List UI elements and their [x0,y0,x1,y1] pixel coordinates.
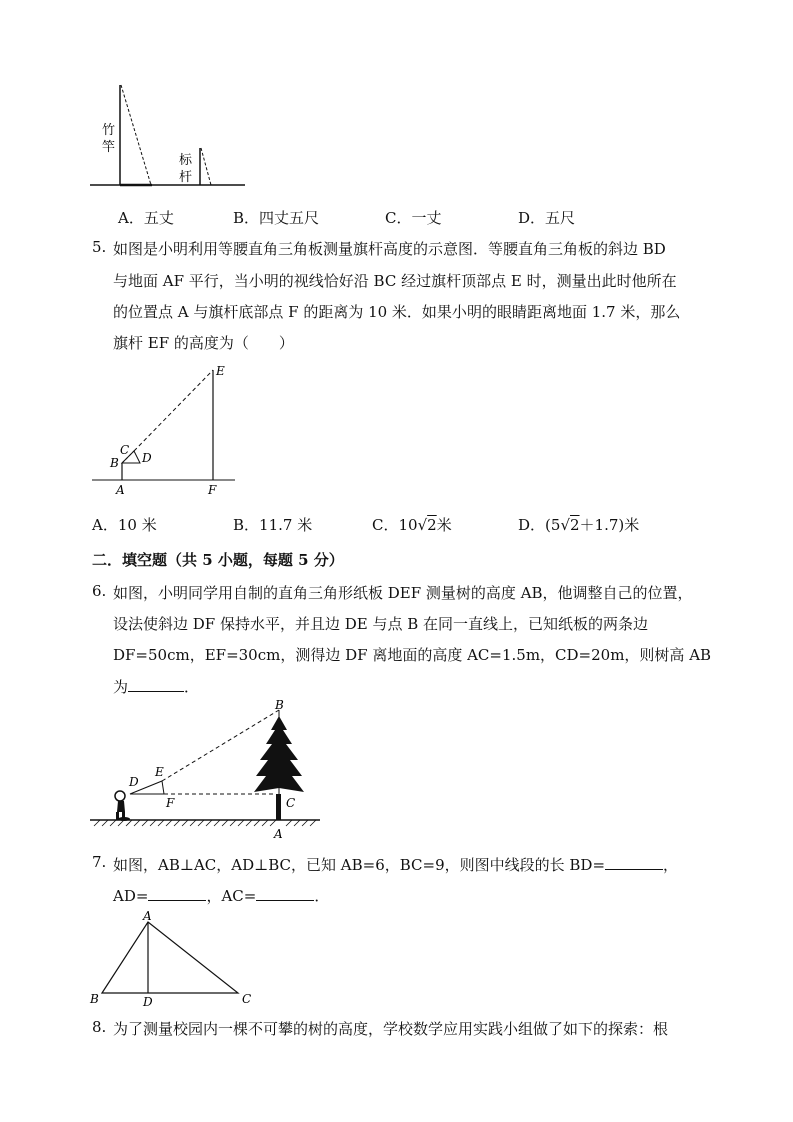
figure-flagpole [90,360,240,500]
q7-ad-blank[interactable] [148,884,206,901]
label-F: F [166,796,175,810]
q5-option-d: D．(5√2＋1.7)米 [518,516,640,534]
section-title: 二．填空题（共 5 小题，每题 5 分） [92,551,344,569]
label-C: C [120,443,130,457]
q6-number: 6. [92,582,107,600]
tree-foliage [254,716,304,792]
figure-tree [88,698,328,843]
label-C: C [286,796,296,810]
label-E: E [216,364,225,378]
label-A: A [116,483,125,497]
ground-hatching [94,820,316,826]
label-D: D [129,775,139,789]
bamboo-shadow-line [121,85,151,185]
person-figure [115,791,130,821]
sight-ce [134,370,213,451]
q4-option-b: B．四丈五尺 [233,209,320,227]
label-D: D [143,995,153,1008]
q8-number: 8. [92,1018,107,1036]
label-A: A [274,827,283,841]
q6-line-4: 为 ． [113,675,199,697]
label-B: B [110,456,119,470]
label-D: D [142,451,152,465]
q7-number: 7. [92,853,107,871]
triangle-abc [102,922,238,993]
label-C: C [242,992,252,1006]
label-E: E [155,765,164,779]
q4-option-a: A．五丈 [118,209,174,227]
label-B: B [275,698,284,712]
q7-ac-blank[interactable] [256,884,314,901]
q7-bd-blank[interactable] [605,853,663,870]
q6-answer-blank[interactable] [128,675,184,692]
q5-option-c: C．10√2米 [372,516,452,534]
label-F: F [208,483,217,497]
q5-line-4: 旗杆 EF 的高度为（ ） [113,334,294,352]
figure-bamboo-pole [88,80,248,192]
bamboo-label-1: 竹 [102,123,116,138]
q6-line-1: 如图，小明同学用自制的直角三角形纸板 DEF 测量树的高度 AB，他调整自己的位置， [113,584,693,602]
label-A: A [143,909,152,923]
q5-option-a: A．10 米 [92,516,157,534]
label-B: B [90,992,99,1006]
marker-label-1: 标 [179,153,193,168]
q7-line-2: AD= ，AC= ． [113,884,329,906]
q5-number: 5. [92,238,107,256]
tree-trunk [276,794,281,820]
q4-option-c: C．一丈 [385,209,442,227]
q6-line-2: 设法使斜边 DF 保持水平，并且边 DE 与点 B 在同一直线上，已知纸板的两条边 [113,615,649,633]
q7-line-1: 如图，AB⊥AC，AD⊥BC，已知 AB=6，BC=9，则图中线段的长 BD= ， [113,853,678,875]
figure-right-triangle [88,908,263,1008]
marker-label-2: 杆 [179,170,193,185]
q5-line-3: 的位置点 A 与旗杆底部点 F 的距离为 10 米．如果小明的眼睛距离地面 1.7 米，那么 [113,303,681,321]
q6-line-3: DF=50cm，EF=30cm，测得边 DF 离地面的高度 AC=1.5m，CD=20m，则树高 AB [113,646,712,664]
bamboo-label-2: 竿 [102,140,116,155]
q8-line-1: 为了测量校园内一棵不可攀的树的高度，学校数学应用实践小组做了如下的探索：根 [113,1020,669,1038]
q4-option-d: D．五尺 [518,209,576,227]
q5-option-b: B．11.7 米 [233,516,313,534]
q5-line-1: 如图是小明利用等腰直角三角板测量旗杆高度的示意图．等腰直角三角板的斜边 BD [113,240,666,258]
q5-line-2: 与地面 AF 平行，当小明的视线恰好沿 BC 经过旗杆顶部点 E 时，测量出此时他所在 [113,272,677,290]
marker-shadow-line [201,148,211,185]
